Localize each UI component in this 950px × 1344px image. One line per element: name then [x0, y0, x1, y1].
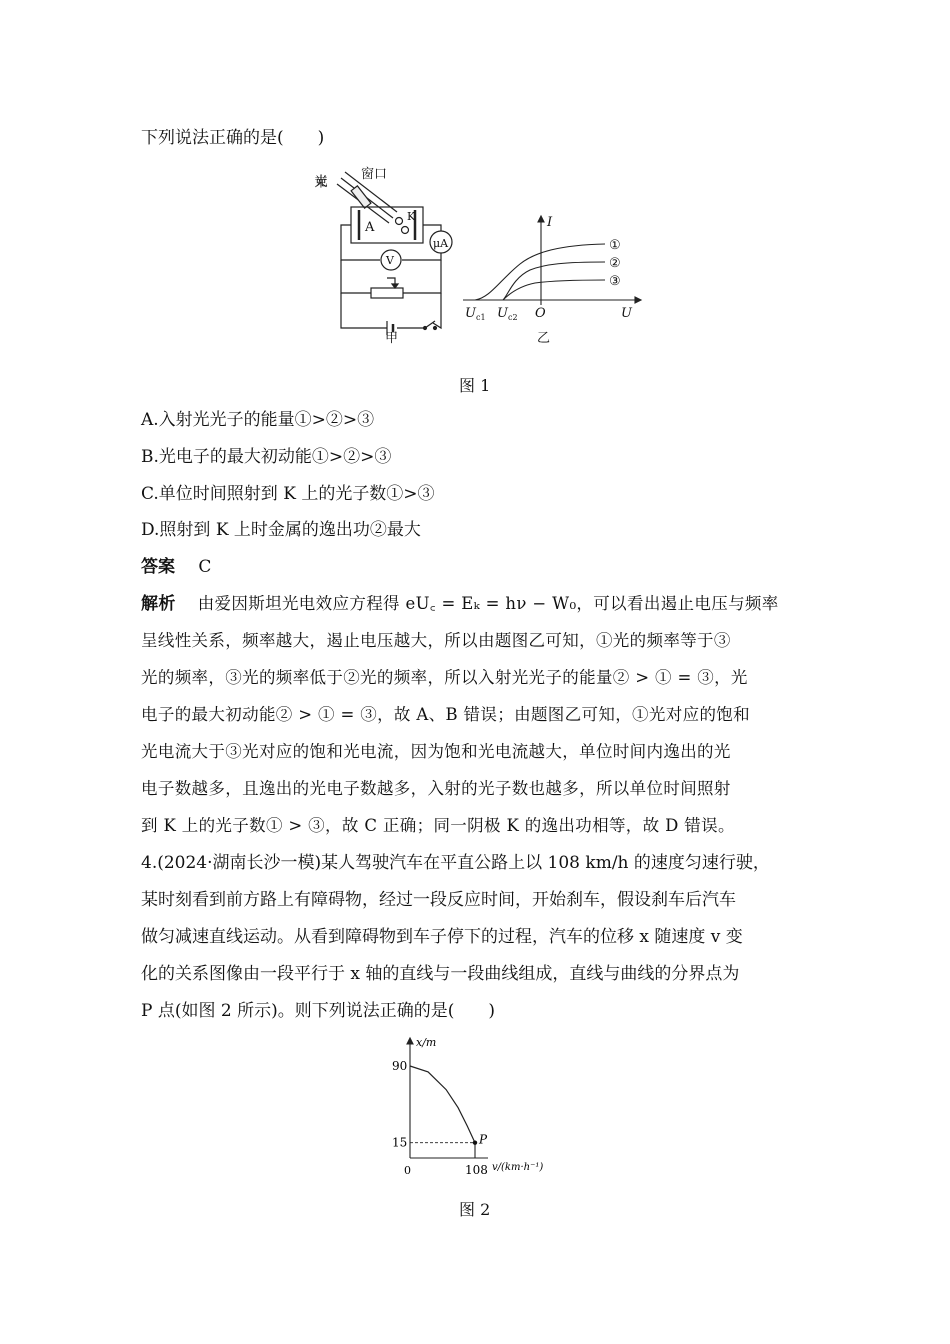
q4-line-2: 某时刻看到前方路上有障碍物，经过一段反应时间，开始刹车，假设刹车后汽车 — [141, 890, 736, 910]
jiexi-line-7: 到 K 上的光子数① > ③，故 C 正确；同一阴极 K 的逸出功相等，故 D 错误。 — [141, 816, 735, 835]
braking-curve — [410, 1066, 475, 1143]
U-label: U — [621, 306, 632, 321]
answer-value: C — [198, 557, 212, 577]
iu-labels — [465, 215, 633, 346]
option-c: C.单位时间照射到 K 上的光子数①>③ — [141, 484, 435, 504]
sub-label-jia: 甲 — [385, 331, 399, 346]
jiexi-line-2: 呈线性关系，频率越大，遏止电压越大，所以由题图乙可知，①光的频率等于③ — [141, 631, 731, 650]
circuit-labels — [312, 166, 450, 346]
jiexi-label: 解析 — [141, 594, 176, 614]
q4-line-4: 化的关系图像由一段平行于 x 轴的直线与一段曲线组成，直线与曲线的分界点为 — [141, 964, 740, 984]
x-axis-label: v/(km·h⁻¹) — [492, 1162, 544, 1173]
K-label: K — [407, 210, 416, 223]
answer-label: 答案 — [141, 557, 175, 577]
y-tick-15: 15 — [392, 1135, 408, 1150]
curve-1 — [475, 244, 605, 300]
uc2-label: $U_{c2}$ — [497, 306, 518, 322]
curve-1-label: ① — [609, 238, 621, 253]
curve-3 — [503, 280, 605, 300]
jiexi-line-4: 电子的最大初动能② > ① = ③，故 A、B 错误；由题图乙可知，①光对应的饱和 — [141, 705, 751, 724]
v-label: V — [386, 254, 394, 267]
window-label: 窗口 — [361, 167, 388, 182]
option-d: D.照射到 K 上时金属的逸出功②最大 — [141, 520, 421, 540]
circuit-diagram — [337, 172, 452, 335]
point-P — [473, 1140, 477, 1144]
uc1-label: $U_{c1}$ — [465, 306, 486, 322]
jiexi-line-3: 光的频率，③光的频率低于②光的频率，所以入射光光子的能量② > ① = ③，光 — [141, 668, 748, 687]
figure-2-caption: 图 2 — [459, 1200, 491, 1219]
curve-2-label: ② — [609, 256, 621, 271]
figure-2-chart — [380, 1030, 580, 1180]
origin-label: 0 — [404, 1164, 411, 1177]
ua-label: μA — [433, 237, 449, 250]
answer-row — [141, 556, 211, 578]
O-label: O — [535, 306, 546, 321]
figure-1-caption: 图 1 — [459, 376, 491, 395]
x-tick-108: 108 — [465, 1163, 488, 1177]
y-axis-label: x/m — [416, 1036, 437, 1049]
y-tick-90: 90 — [392, 1059, 408, 1073]
option-a: A.入射光光子的能量①>②>③ — [141, 410, 375, 430]
jiexi-line-1: 解析 由爱因斯坦光电效应方程得 eU꜀ = Eₖ = hν − W₀，可以看出遏止电压与频率 — [141, 594, 779, 614]
q4-line-3: 做匀减速直线运动。从看到障碍物到车子停下的过程，汽车的位移 x 随速度 v 变 — [141, 927, 743, 947]
sub-label-yi: 乙 — [537, 331, 551, 346]
question-stem: 下列说法正确的是( ) — [141, 128, 325, 148]
A-label: A — [365, 220, 375, 235]
jiexi-line-6: 电子数越多，且逸出的光电子数越多，入射的光子数也越多，所以单位时间照射 — [141, 779, 731, 798]
curve-3-label: ③ — [609, 274, 621, 289]
q4-line-1: 4.(2024·湖南长沙一模)某人驾驶汽车在平直公路上以 108 km/h 的速度匀速行驶， — [141, 853, 770, 873]
jiexi-line-5: 光电流大于③光对应的饱和光电流，因为饱和光电流越大，单位时间内逸出的光 — [141, 742, 731, 761]
q4-line-5: P 点(如图 2 所示)。则下列说法正确的是( ) — [141, 1001, 495, 1021]
point-P-label: P — [479, 1132, 488, 1147]
figure-1 — [311, 160, 645, 350]
light-label-1: 光束 — [311, 174, 327, 188]
option-b: B.光电子的最大初动能①>②>③ — [141, 447, 392, 467]
I-label: I — [547, 215, 553, 230]
